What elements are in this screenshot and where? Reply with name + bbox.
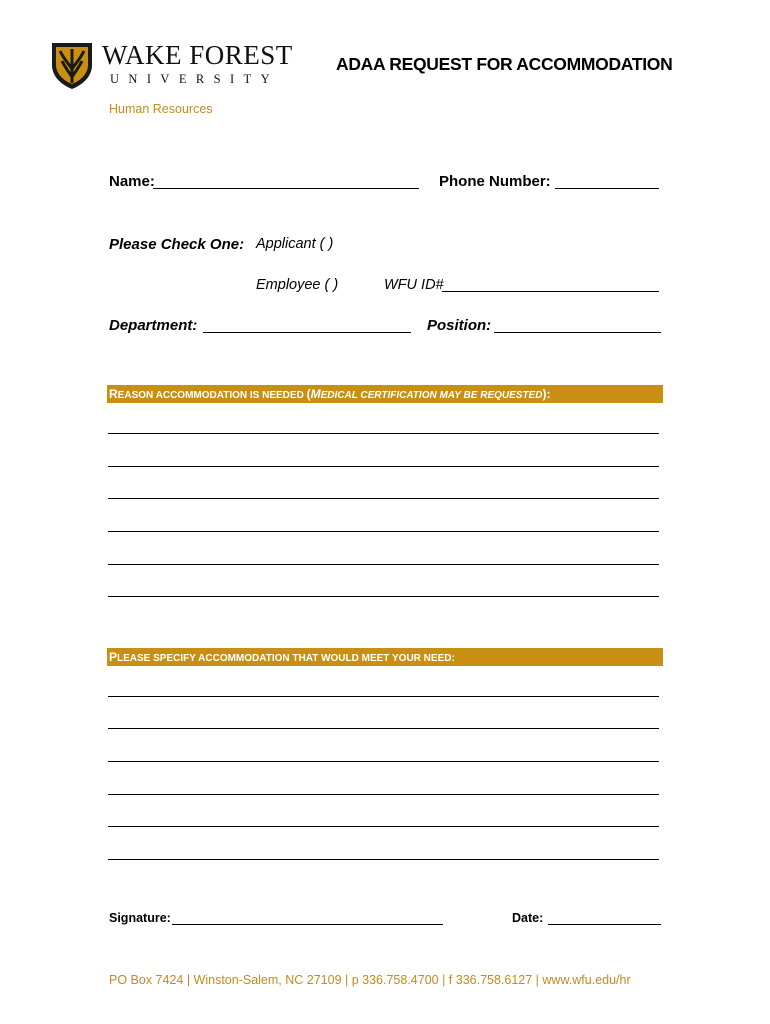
reason-header-note	[310, 387, 543, 401]
specify-line-3[interactable]	[108, 761, 659, 762]
reason-line-6[interactable]	[108, 596, 659, 597]
reason-header-text: EASON ACCOMMODATION IS NEEDED	[117, 390, 307, 401]
phone-label: Phone Number:	[439, 173, 551, 190]
specify-line-2[interactable]	[108, 728, 659, 729]
name-label: Name:	[109, 173, 155, 190]
specify-line-6[interactable]	[108, 859, 659, 860]
department-field-label: Department:	[109, 317, 198, 334]
specify-line-4[interactable]	[108, 794, 659, 795]
date-label: Date:	[512, 911, 544, 925]
specify-section-header	[107, 648, 663, 666]
position-field[interactable]	[494, 332, 661, 333]
logo-wordmark: WAKE FOREST	[102, 40, 293, 70]
date-field[interactable]	[548, 924, 661, 925]
reason-line-5[interactable]	[108, 564, 659, 565]
signature-field[interactable]	[172, 924, 443, 925]
reason-line-3[interactable]	[108, 498, 659, 499]
page-title: ADAA REQUEST FOR ACCOMMODATION	[336, 54, 673, 74]
reason-header-initial: R	[109, 387, 118, 401]
position-label: Position:	[427, 317, 492, 334]
reason-note-text: EDICAL CERTIFICATION MAY BE REQUESTED	[320, 390, 543, 401]
specify-line-5[interactable]	[108, 826, 659, 827]
reason-line-2[interactable]	[108, 466, 659, 467]
applicant-checkbox[interactable]: Applicant ( )	[256, 236, 334, 252]
reason-header-paren-open: (	[306, 387, 311, 401]
logo-subtext: UNIVERSITY	[110, 72, 279, 86]
footer-contact: PO Box 7424 | Winston-Salem, NC 27109 | p 336.758.4700 | f 336.758.6127 | www.wfu.edu/hr	[109, 973, 631, 987]
department-field[interactable]	[203, 332, 411, 333]
reason-section-header	[107, 385, 663, 403]
specify-line-1[interactable]	[108, 696, 659, 697]
specify-header-text: LEASE SPECIFY ACCOMMODATION THAT WOULD MEET YOUR NEED:	[117, 653, 455, 664]
wfu-id-field[interactable]	[442, 291, 659, 292]
wfu-shield-logo-icon	[50, 41, 94, 90]
employee-checkbox[interactable]: Employee ( )	[256, 277, 339, 293]
reason-line-4[interactable]	[108, 531, 659, 532]
wfu-id-label: WFU ID#	[384, 277, 444, 293]
department-label: Human Resources	[109, 102, 213, 116]
reason-header-paren-close: ):	[542, 387, 551, 401]
check-one-label: Please Check One:	[109, 236, 245, 253]
specify-header-initial: P	[109, 650, 118, 664]
reason-line-1[interactable]	[108, 433, 659, 434]
name-field[interactable]	[153, 188, 419, 189]
signature-label: Signature:	[109, 911, 171, 925]
phone-field[interactable]	[555, 188, 659, 189]
reason-note-initial: M	[310, 387, 321, 401]
